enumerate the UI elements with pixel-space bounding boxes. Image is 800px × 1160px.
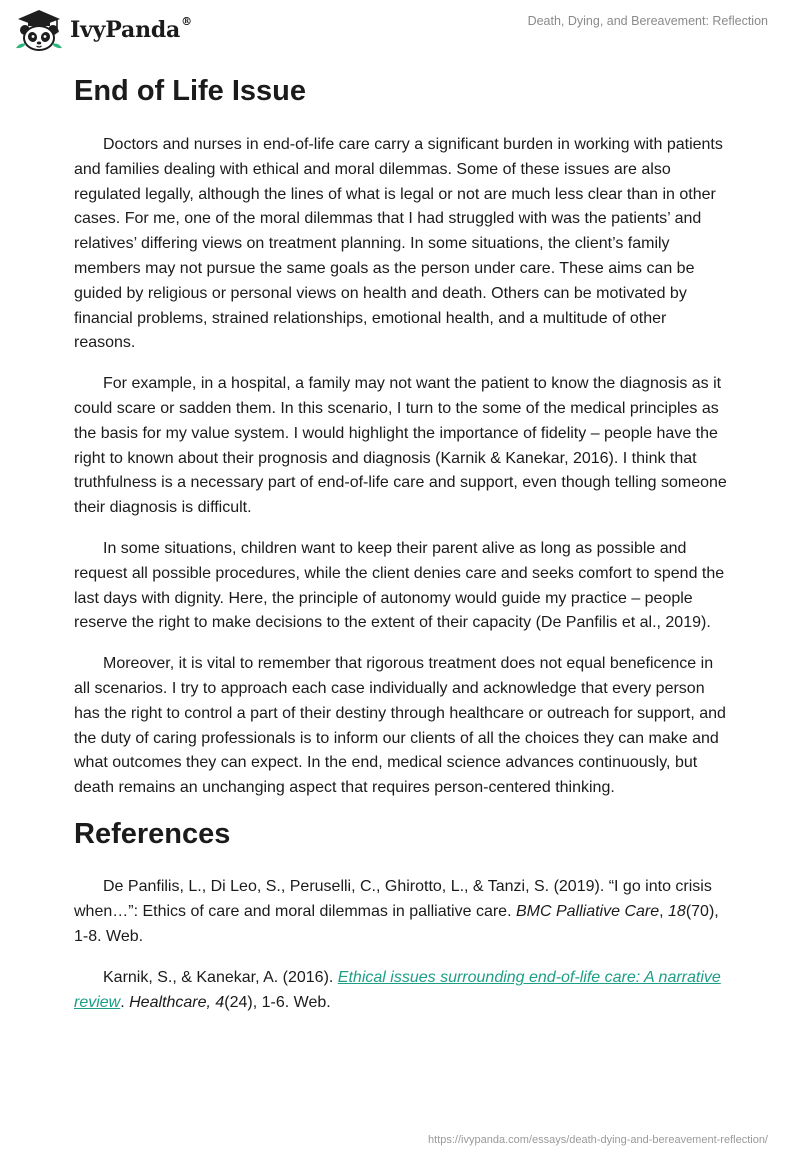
reference-text: De Panfilis, L., Di Leo, S., Peruselli, C., Ghirotto, L., & Tanzi, S. (2019). “I go into crisis when…”: Ethics of care and moral dilemmas in palliative care.: [74, 877, 712, 920]
brand-name: IvyPanda®: [70, 15, 192, 43]
reference-pages: (24), 1-6. Web.: [224, 994, 331, 1012]
ivypanda-logo[interactable]: [14, 8, 192, 52]
paragraph: For example, in a hospital, a family may not want the patient to know the diagnosis as it could scare or sadden them. In this scenario, I turn to the some of the medical principles as the basis for my value system. I would highlight the importance of fidelity – people have the right to known about their prognosis and diagnosis (Karnik & Kanekar, 2016). I think that truthfulness is a necessary part of end-of-life care and support, even though telling someone their diagnosis is difficult.: [74, 375, 727, 517]
reference-list: [74, 875, 730, 1016]
section-heading-references: References: [74, 817, 231, 850]
reference-item: [74, 966, 730, 1016]
source-url: https://ivypanda.com/essays/death-dying-and-bereavement-reflection/: [428, 1134, 768, 1146]
reference-text: Karnik, S., & Kanekar, A. (2016).: [103, 969, 338, 987]
reference-item: [74, 875, 730, 949]
section-heading-end-of-life: End of Life Issue: [74, 75, 307, 107]
reference-journal: BMC Palliative Care: [515, 902, 660, 920]
document-title: Death, Dying, and Bereavement: Reflection: [527, 14, 768, 28]
paragraph: Moreover, it is vital to remember that rigorous treatment does not equal beneficence in all scenarios. I try to approach each case individually and acknowledge that every person has the right to control a part of their destiny through healthcare or outreach for support, and the duty of caring professionals is to inform our clients of all the choices they can make and what outcomes they can expect. In the end, medical science advances continuously, but death remains an unchanging aspect that requires person-centered thinking.: [74, 655, 726, 797]
reference-volume: 18: [668, 902, 686, 920]
reference-pages: (70), 1-8. Web.: [74, 902, 719, 945]
panda-graduate-icon: [14, 8, 64, 52]
reference-separator: ,: [659, 902, 669, 920]
reference-journal: Healthcare, 4: [129, 994, 225, 1012]
essay-body: [74, 133, 730, 801]
reference-separator: .: [120, 994, 130, 1012]
essay-content: [74, 68, 730, 1016]
paragraph: In some situations, children want to keep their parent alive as long as possible and request all possible procedures, while the client denies care and seeks comfort to spend the last days with dignity. Here, the principle of autonomy would guide my practice – people reserve the right to make decisions to the extent of their capacity (De Panfilis et al., 2019).: [74, 539, 725, 632]
reference-link[interactable]: Ethical issues surrounding end-of-life care: A narrative review: [74, 969, 721, 1012]
paragraph: Doctors and nurses in end-of-life care carry a significant burden in working with patients and families dealing with ethical and moral dilemmas. Some of these issues are also regulated legally, although the lines of what is legal or not are much less clear than in other cases. For me, one of the moral dilemmas that I had struggled with was the patients’ and relatives’ differing views on treatment planning. In some situations, the client’s family members may not pursue the same goals as the person under care. These aims can be guided by religious or personal views on health and death. Others can be motivated by financial problems, strained relationships, emotional health, and a multitude of other reasons.: [74, 136, 723, 352]
page-header: [0, 0, 800, 60]
